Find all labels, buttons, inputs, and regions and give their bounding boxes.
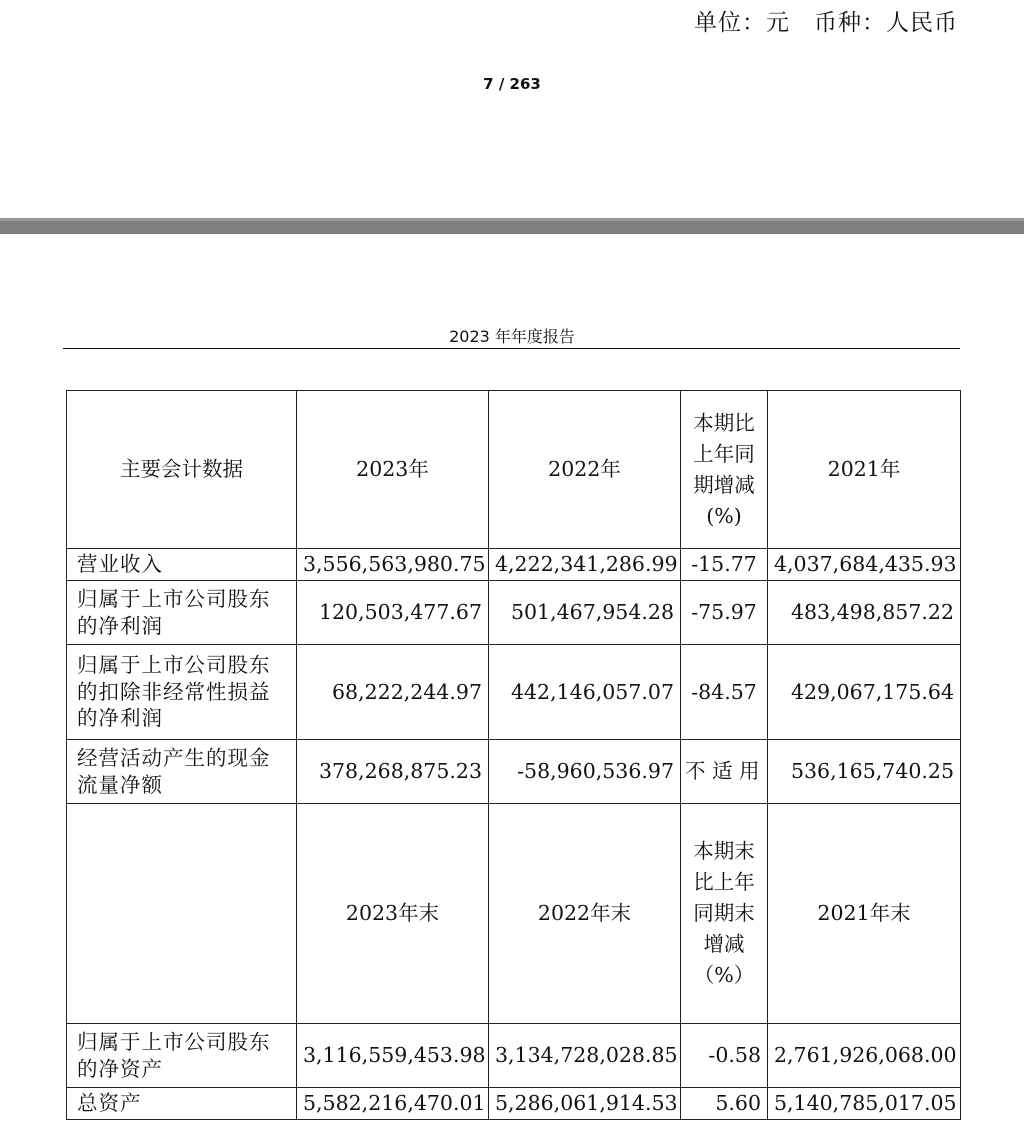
header-2022: 2022年: [489, 391, 681, 549]
currency-label: 币种：人民币: [814, 10, 958, 36]
cell-2021: 536,165,740.25: [768, 740, 961, 804]
table-subheader-row: [67, 804, 961, 1024]
cell-change: -84.57: [681, 645, 768, 740]
cell-2023-end: 5,582,216,470.01: [297, 1088, 489, 1120]
subheader-2022-end: 2022年末: [489, 804, 681, 1024]
table-row: [67, 549, 961, 581]
row-label: 总资产: [67, 1088, 297, 1120]
row-label: 营业收入: [67, 549, 297, 581]
table-row: [67, 1024, 961, 1088]
cell-change: 不 适 用: [681, 740, 768, 804]
header-label: 主要会计数据: [67, 391, 297, 549]
cell-2022-end: 5,286,061,914.53: [489, 1088, 681, 1120]
cell-2023: 3,556,563,980.75: [297, 549, 489, 581]
page-separator: [0, 218, 1024, 234]
cell-2021: 4,037,684,435.93: [768, 549, 961, 581]
row-label: 归属于上市公司股东的净利润: [67, 581, 297, 645]
cell-2023: 120,503,477.67: [297, 581, 489, 645]
cell-2022: 501,467,954.28: [489, 581, 681, 645]
key-accounting-data-table: [66, 390, 961, 1120]
cell-change: -75.97: [681, 581, 768, 645]
cell-2021: 429,067,175.64: [768, 645, 961, 740]
table-header-row: [67, 391, 961, 549]
cell-2023-end: 3,116,559,453.98: [297, 1024, 489, 1088]
subheader-label: [67, 804, 297, 1024]
cell-2023: 68,222,244.97: [297, 645, 489, 740]
cell-2021: 483,498,857.22: [768, 581, 961, 645]
row-label: 归属于上市公司股东的净资产: [67, 1024, 297, 1088]
page-number: 7 / 263: [483, 75, 541, 93]
cell-change: -15.77: [681, 549, 768, 581]
cell-2021-end: 2,761,926,068.00: [768, 1024, 961, 1088]
table-row: [67, 1088, 961, 1120]
cell-2022-end: 3,134,728,028.85: [489, 1024, 681, 1088]
cell-2022: 4,222,341,286.99: [489, 549, 681, 581]
cell-2022: 442,146,057.07: [489, 645, 681, 740]
unit-currency-line: [694, 4, 958, 37]
subheader-change: 本期末比上年同期末增减（%）: [681, 804, 768, 1024]
cell-2021-end: 5,140,785,017.05: [768, 1088, 961, 1120]
table-row: [67, 645, 961, 740]
cell-2022: -58,960,536.97: [489, 740, 681, 804]
cell-2023: 378,268,875.23: [297, 740, 489, 804]
header-rule: [63, 348, 960, 349]
header-2021: 2021年: [768, 391, 961, 549]
cell-change: -0.58: [681, 1024, 768, 1088]
subheader-2023-end: 2023年末: [297, 804, 489, 1024]
row-label: 经营活动产生的现金流量净额: [67, 740, 297, 804]
header-change: 本期比上年同期增减(%): [681, 391, 768, 549]
row-label: 归属于上市公司股东的扣除非经常性损益的净利润: [67, 645, 297, 740]
header-2023: 2023年: [297, 391, 489, 549]
table-row: [67, 740, 961, 804]
report-title: 2023 年年度报告: [449, 327, 575, 346]
table-row: [67, 581, 961, 645]
subheader-2021-end: 2021年末: [768, 804, 961, 1024]
unit-label: 单位：元: [694, 10, 790, 36]
cell-change: 5.60: [681, 1088, 768, 1120]
